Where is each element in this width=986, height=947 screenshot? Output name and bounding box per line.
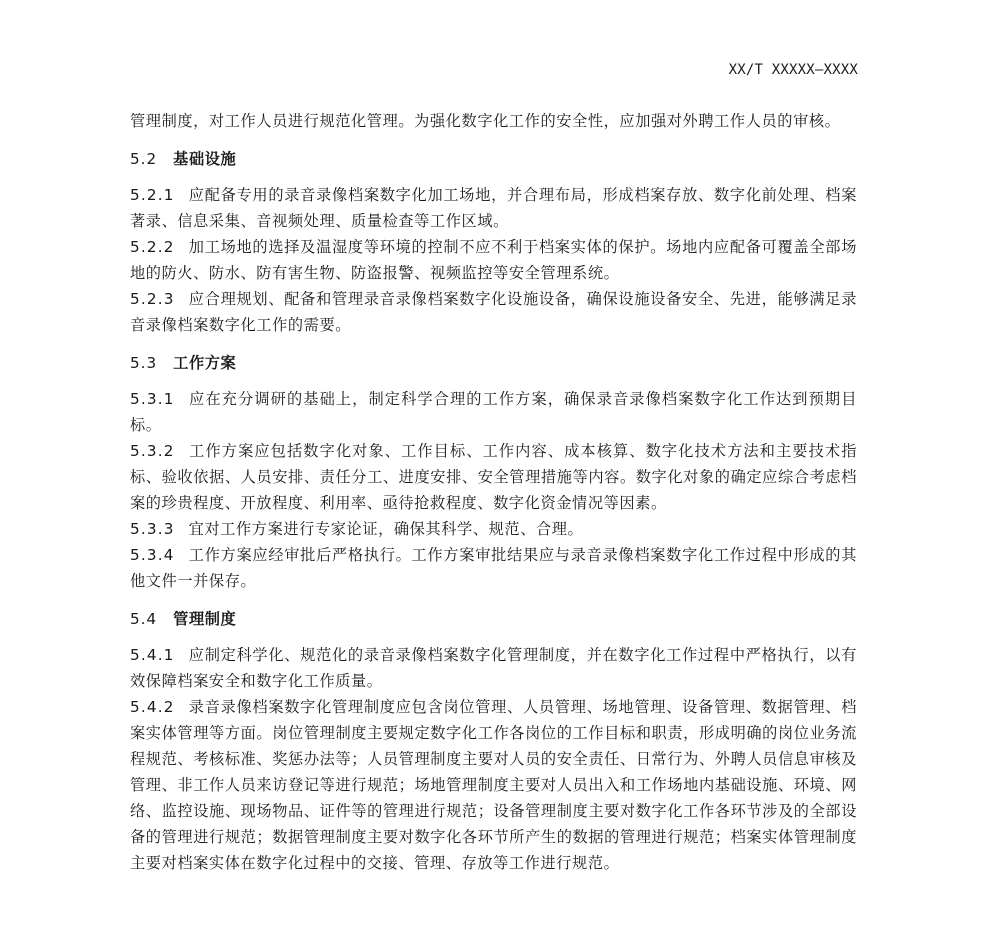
clause-text: 宜对工作方案进行专家论证，确保其科学、规范、合理。 bbox=[188, 520, 584, 538]
section-heading bbox=[130, 606, 857, 632]
clause-number: 5.3.2 bbox=[130, 442, 175, 460]
clause-number: 5.3.4 bbox=[130, 546, 175, 564]
clause bbox=[130, 386, 857, 438]
clause bbox=[130, 234, 857, 286]
clause bbox=[130, 438, 857, 516]
clause-number: 5.3.3 bbox=[130, 520, 175, 538]
section-heading bbox=[130, 350, 857, 376]
clause-number: 5.2.3 bbox=[130, 290, 175, 308]
clause-text: 应合理规划、配备和管理录音录像档案数字化设施设备，确保设施设备安全、先进，能够满足录音录像档案数字化工作的需要。 bbox=[130, 290, 857, 334]
clause bbox=[130, 542, 857, 594]
clause-text: 应制定科学化、规范化的录音录像档案数字化管理制度，并在数字化工作过程中严格执行，以有效保障档案安全和数字化工作质量。 bbox=[130, 646, 857, 690]
clause-text: 录音录像档案数字化管理制度应包含岗位管理、人员管理、场地管理、设备管理、数据管理、档案实体管理等方面。岗位管理制度主要规定数字化工作各岗位的工作目标和职责，形成明确的岗位业务流程规范、考核标准、奖惩办法等；人员管理制度主要对人员的安全责任、日常行为、外聘人员信息审核及管理、非工作人员来访登记等进行规范；场地管理制度主要对人员出入和工作场地内基础设施、环境、网络、监控设施、现场物品、证件等的管理进行规范；设备管理制度主要对数字化工作各环节涉及的全部设备的管理进行规范；数据管理制度主要对数字化各环节所产生的数据的管理进行规范；档案实体管理制度主要对档案实体在数字化过程中的交接、管理、存放等工作进行规范。 bbox=[130, 698, 857, 872]
clause-number: 5.4.2 bbox=[130, 698, 175, 716]
intro-paragraph: 管理制度，对工作人员进行规范化管理。为强化数字化工作的安全性，应加强对外聘工作人员的审核。 bbox=[130, 112, 841, 130]
section-title: 管理制度 bbox=[173, 610, 237, 628]
section-number: 5.4 bbox=[130, 610, 158, 628]
clause-number: 5.3.1 bbox=[130, 390, 175, 408]
section-title: 基础设施 bbox=[173, 150, 237, 168]
section-number: 5.3 bbox=[130, 354, 158, 372]
section-heading bbox=[130, 146, 857, 172]
section-title: 工作方案 bbox=[173, 354, 237, 372]
clause bbox=[130, 516, 857, 542]
clause-text: 工作方案应包括数字化对象、工作目标、工作内容、成本核算、数字化技术方法和主要技术指标、验收依据、人员安排、责任分工、进度安排、安全管理措施等内容。数字化对象的确定应综合考虑档案的珍贵程度、开放程度、利用率、亟待抢救程度、数字化资金情况等因素。 bbox=[130, 442, 857, 512]
clause bbox=[130, 694, 857, 876]
document-code-header: XX/T XXXXX—XXXX bbox=[728, 62, 858, 78]
clause-text: 工作方案应经审批后严格执行。工作方案审批结果应与录音录像档案数字化工作过程中形成的其他文件一并保存。 bbox=[130, 546, 857, 590]
clause-text: 应配备专用的录音录像档案数字化加工场地，并合理布局，形成档案存放、数字化前处理、档案著录、信息采集、音视频处理、质量检查等工作区域。 bbox=[130, 186, 857, 230]
clause-number: 5.2.1 bbox=[130, 186, 175, 204]
clause-text: 加工场地的选择及温湿度等环境的控制不应不利于档案实体的保护。场地内应配备可覆盖全部场地的防火、防水、防有害生物、防盗报警、视频监控等安全管理系统。 bbox=[130, 238, 857, 282]
clause-text: 应在充分调研的基础上，制定科学合理的工作方案，确保录音录像档案数字化工作达到预期目标。 bbox=[130, 390, 857, 434]
document-body bbox=[130, 108, 857, 876]
clause bbox=[130, 286, 857, 338]
clause-number: 5.2.2 bbox=[130, 238, 175, 256]
clause bbox=[130, 642, 857, 694]
section-number: 5.2 bbox=[130, 150, 158, 168]
clause bbox=[130, 182, 857, 234]
clause-number: 5.4.1 bbox=[130, 646, 175, 664]
